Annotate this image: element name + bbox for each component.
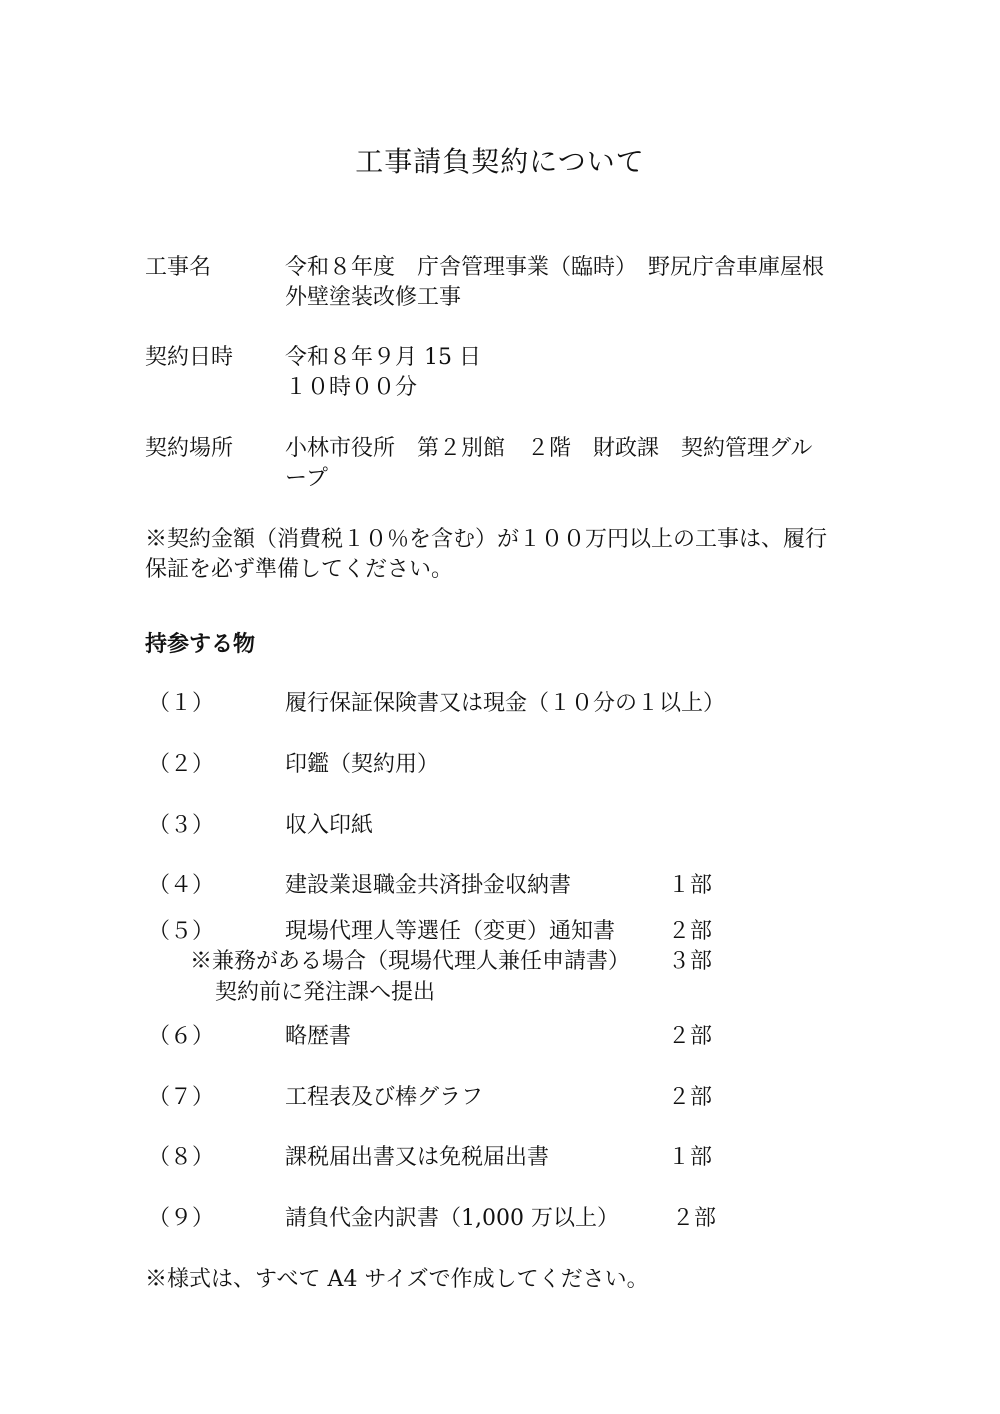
item-text: 履行保証保険書又は現金（１０分の１以上） (285, 691, 726, 716)
construction-name-label: 工事名 (145, 255, 212, 280)
item-number: （６） (148, 1024, 215, 1049)
item-number: （５） (148, 919, 215, 944)
construction-name-value-line1: 令和８年度 庁舎管理事業（臨時） 野尻庁舎車庫屋根 (285, 255, 825, 280)
guarantee-note-line1: ※契約金額（消費税１０％を含む）が１００万円以上の工事は、履行 (145, 527, 828, 552)
contract-datetime-label: 契約日時 (145, 345, 234, 370)
item-number: （１） (148, 691, 215, 716)
format-note: ※様式は、すべて A4 サイズで作成してください。 (145, 1267, 649, 1292)
contract-place-label: 契約場所 (145, 436, 234, 461)
item-copies: ２部 (672, 1206, 717, 1231)
contract-date-value: 令和８年９月 15 日 (285, 345, 481, 370)
item-number: （３） (148, 813, 215, 838)
item5-subnote-copies: ３部 (668, 949, 713, 974)
item-copies: １部 (668, 873, 713, 898)
item-text: 印鑑（契約用） (285, 752, 440, 777)
construction-name-value-line2: 外壁塗装改修工事 (285, 285, 462, 310)
guarantee-note-line2: 保証を必ず準備してください。 (145, 557, 454, 582)
item-copies: ２部 (668, 919, 713, 944)
item-copies: ２部 (668, 1085, 713, 1110)
contract-place-value-line2: ープ (285, 466, 328, 491)
item5-subnote-line1: ※兼務がある場合（現場代理人兼任申請書） (190, 949, 631, 974)
item-number: （９） (148, 1206, 215, 1231)
item-text: 略歴書 (285, 1024, 352, 1049)
items-heading: 持参する物 (145, 631, 256, 657)
item-text: 建設業退職金共済掛金収納書 (285, 873, 572, 898)
item-text: 収入印紙 (285, 813, 374, 838)
item5-subnote-line2: 契約前に発注課へ提出 (215, 980, 436, 1005)
contract-place-value-line1: 小林市役所 第２別館 ２階 財政課 契約管理グル (285, 436, 813, 461)
item-text: 工程表及び棒グラフ (285, 1085, 484, 1110)
item-text: 請負代金内訳書（1,000 万以上） (285, 1206, 619, 1231)
item-copies: １部 (668, 1145, 713, 1170)
item-number: （８） (148, 1145, 215, 1170)
document-title: 工事請負契約について (355, 145, 645, 178)
item-text: 課税届出書又は免税届出書 (285, 1145, 550, 1170)
item-copies: ２部 (668, 1024, 713, 1049)
item-number: （７） (148, 1085, 215, 1110)
item-number: （４） (148, 873, 215, 898)
contract-time-value: １０時００分 (285, 375, 418, 400)
item-text: 現場代理人等選任（変更）通知書 (285, 919, 616, 944)
item-number: （２） (148, 752, 215, 777)
